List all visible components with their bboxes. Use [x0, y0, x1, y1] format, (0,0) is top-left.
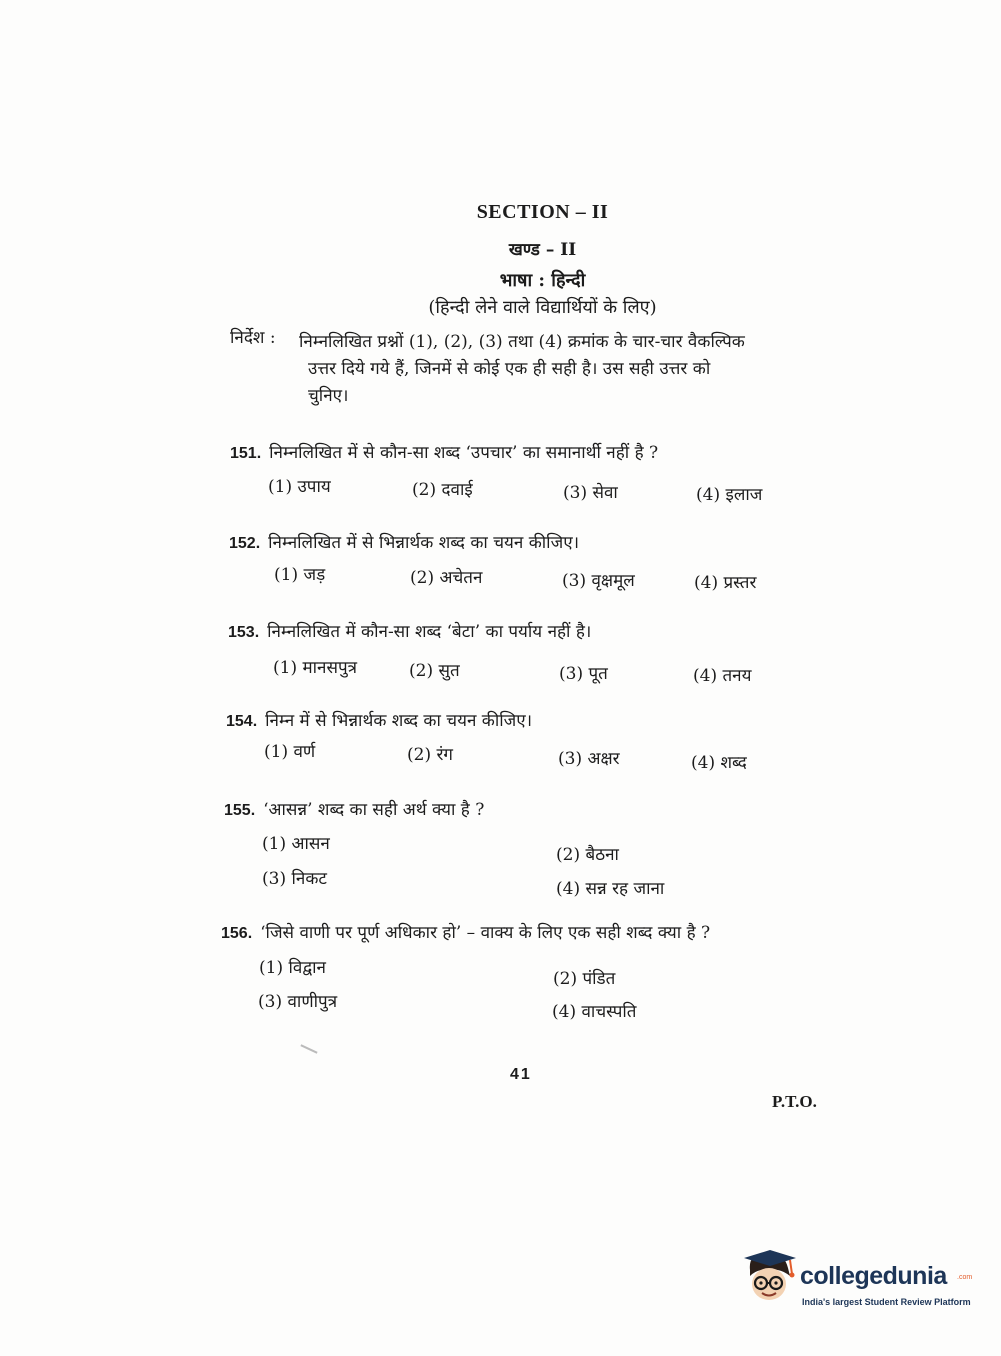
question-155	[224, 797, 484, 820]
option-156-1: (1) विद्वान	[259, 958, 326, 978]
question-number: 152.	[229, 535, 261, 552]
option-151-1: (1) उपाय	[268, 477, 331, 497]
question-156	[221, 920, 710, 943]
option-155-2: (2) बैठना	[556, 845, 619, 865]
instruction-line-2: उत्तर दिये गये हैं, जिनमें से कोई एक ही सही है। उस सही उत्तर को	[308, 359, 711, 379]
question-number: 151.	[230, 445, 262, 462]
brand-domain: .com	[957, 1274, 973, 1281]
audience-heading: (हिन्दी लेने वाले विद्यार्थियों के लिए)	[428, 297, 657, 318]
option-156-2: (2) पंडित	[553, 969, 616, 989]
question-text: ‘आसन्न’ शब्द का सही अर्थ क्या है ?	[263, 800, 485, 820]
question-151	[230, 440, 658, 463]
brand-tagline: India's largest Student Review Platform	[802, 1297, 971, 1307]
question-153	[228, 619, 591, 642]
question-text: निम्नलिखित में कौन-सा शब्द ‘बेटा’ का पर्याय नहीं है।	[267, 622, 592, 642]
option-152-1: (1) जड़	[274, 565, 326, 585]
option-154-4: (4) शब्द	[691, 753, 747, 773]
section-heading: SECTION – II	[476, 201, 609, 223]
question-number: 156.	[221, 925, 253, 942]
option-154-3: (3) अक्षर	[558, 749, 620, 769]
option-155-3: (3) निकट	[262, 869, 327, 889]
option-153-2: (2) सुत	[409, 661, 460, 681]
option-153-3: (3) पूत	[559, 664, 608, 684]
instruction-line-3: चुनिए।	[308, 386, 349, 406]
option-155-4: (4) सन्न रह जाना	[556, 879, 665, 899]
scan-mark	[300, 1044, 317, 1053]
option-152-2: (2) अचेतन	[410, 568, 483, 588]
question-text: ‘जिसे वाणी पर पूर्ण अधिकार हो’ – वाक्य के लिए एक सही शब्द क्या है ?	[260, 923, 711, 943]
question-152	[229, 530, 579, 553]
option-152-3: (3) वृक्षमूल	[562, 571, 635, 591]
option-153-1: (1) मानसपुत्र	[273, 658, 358, 678]
question-text: निम्न में से भिन्नार्थक शब्द का चयन कीजिए।	[265, 711, 533, 731]
option-156-4: (4) वाचस्पति	[552, 1002, 637, 1022]
collegedunia-mascot-icon	[740, 1246, 800, 1306]
question-text: निम्नलिखित में से भिन्नार्थक शब्द का चयन कीजिए।	[268, 533, 580, 553]
option-152-4: (4) प्रस्तर	[694, 573, 757, 593]
option-154-1: (1) वर्ण	[264, 742, 316, 762]
question-text: निम्नलिखित में से कौन-सा शब्द ‘उपचार’ का समानार्थी नहीं है ?	[269, 443, 659, 463]
option-153-4: (4) तनय	[693, 666, 752, 686]
question-number: 153.	[228, 624, 260, 641]
instruction-line-1: निम्नलिखित प्रश्नों (1), (2), (3) तथा (4) क्रमांक के चार-चार वैकल्पिक	[299, 332, 745, 352]
question-154	[226, 708, 532, 731]
khand-heading: खण्ड – II	[508, 240, 577, 260]
instruction-label: निर्देश :	[230, 328, 276, 348]
option-156-3: (3) वाणीपुत्र	[258, 992, 338, 1012]
question-number: 154.	[226, 713, 258, 730]
question-number: 155.	[224, 802, 256, 819]
pto-label: P.T.O.	[772, 1092, 817, 1111]
language-heading: भाषा : हिन्दी	[499, 270, 586, 291]
page-number: 41	[510, 1066, 532, 1083]
option-151-2: (2) दवाई	[412, 480, 473, 500]
option-155-1: (1) आसन	[262, 834, 330, 854]
option-151-4: (4) इलाज	[696, 485, 763, 505]
brand-name: collegedunia	[800, 1262, 947, 1290]
option-154-2: (2) रंग	[407, 745, 454, 765]
option-151-3: (3) सेवा	[563, 483, 618, 503]
